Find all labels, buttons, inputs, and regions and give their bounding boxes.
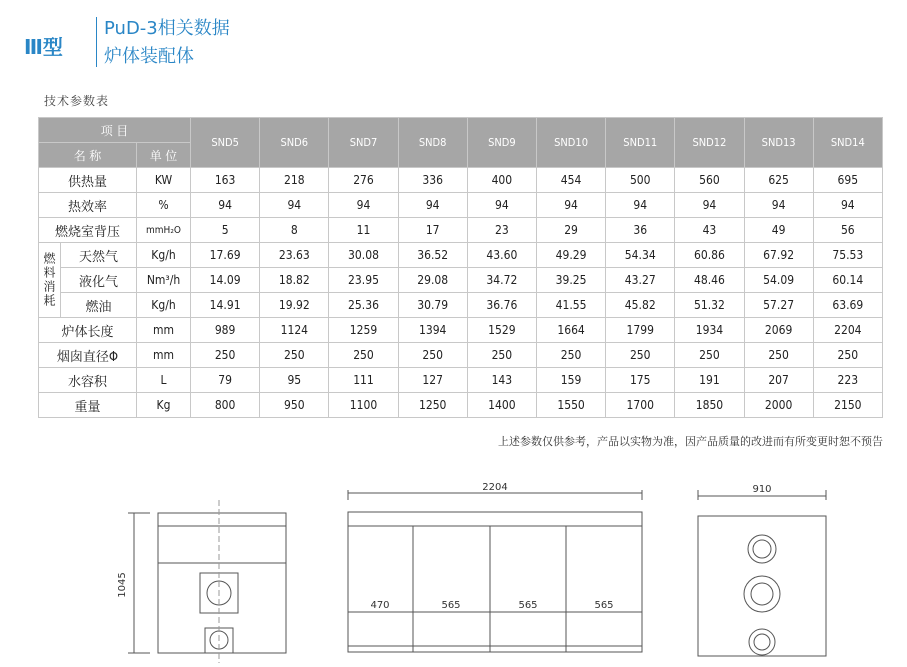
table-cell: 175 (606, 368, 675, 393)
table-cell: 1250 (398, 393, 467, 418)
table-cell: 94 (744, 193, 813, 218)
model-header: SND5 (191, 118, 260, 168)
corner-unit-label: 单 位 (137, 143, 191, 168)
table-cell: 127 (398, 368, 467, 393)
table-cell: 250 (398, 343, 467, 368)
table-cell: 94 (536, 193, 605, 218)
front-view-drawing (348, 490, 642, 652)
row-unit: KW (137, 168, 191, 193)
row-unit: L (137, 368, 191, 393)
table-cell: 41.55 (536, 293, 605, 318)
table-cell: 1259 (329, 318, 398, 343)
table-cell: 695 (813, 168, 882, 193)
table-cell: 454 (536, 168, 605, 193)
table-cell: 250 (744, 343, 813, 368)
table-cell: 111 (329, 368, 398, 393)
table-cell: 94 (191, 193, 260, 218)
side-height-label: 1045 (117, 572, 128, 598)
table-cell: 250 (536, 343, 605, 368)
table-cell: 336 (398, 168, 467, 193)
table-cell: 43.60 (467, 243, 536, 268)
section-title: 技术参数表 (44, 94, 110, 108)
table-cell: 560 (675, 168, 744, 193)
table-cell: 60.14 (813, 268, 882, 293)
table-cell: 2000 (744, 393, 813, 418)
row-name: 烟囱直径Φ (39, 343, 137, 368)
table-cell: 48.46 (675, 268, 744, 293)
model-header: SND10 (536, 118, 605, 168)
table-cell: 14.09 (191, 268, 260, 293)
table-cell: 18.82 (260, 268, 329, 293)
table-cell: 54.34 (606, 243, 675, 268)
table-cell: 36.52 (398, 243, 467, 268)
table-cell: 17.69 (191, 243, 260, 268)
table-cell: 1529 (467, 318, 536, 343)
table-cell: 1550 (536, 393, 605, 418)
row-name: 天然气 (61, 243, 137, 268)
table-cell: 250 (191, 343, 260, 368)
model-header: SND11 (606, 118, 675, 168)
table-cell: 94 (813, 193, 882, 218)
table-cell: 1664 (536, 318, 605, 343)
type-label: Ⅲ型 (24, 35, 63, 59)
table-cell: 500 (606, 168, 675, 193)
table-cell: 14.91 (191, 293, 260, 318)
table-cell: 25.36 (329, 293, 398, 318)
table-cell: 1400 (467, 393, 536, 418)
table-cell: 43 (675, 218, 744, 243)
corner-item-label: 项 目 (39, 118, 191, 143)
page-subtitle: 炉体装配体 (104, 46, 194, 67)
model-header: SND6 (260, 118, 329, 168)
front-segment-4: 565 (594, 600, 614, 611)
table-cell: 17 (398, 218, 467, 243)
table-cell: 250 (606, 343, 675, 368)
table-cell: 23 (467, 218, 536, 243)
table-cell: 67.92 (744, 243, 813, 268)
table-cell: 36.76 (467, 293, 536, 318)
table-cell: 94 (260, 193, 329, 218)
row-name: 供热量 (39, 168, 137, 193)
table-cell: 5 (191, 218, 260, 243)
side-view-drawing (128, 500, 286, 663)
table-cell: 57.27 (744, 293, 813, 318)
row-name: 燃烧室背压 (39, 218, 137, 243)
end-view-drawing (698, 490, 826, 656)
table-cell: 191 (675, 368, 744, 393)
table-cell: 94 (606, 193, 675, 218)
table-cell: 1799 (606, 318, 675, 343)
table-cell: 159 (536, 368, 605, 393)
table-cell: 250 (675, 343, 744, 368)
row-name: 燃油 (61, 293, 137, 318)
row-unit: Kg (137, 393, 191, 418)
table-cell: 163 (191, 168, 260, 193)
table-cell: 45.82 (606, 293, 675, 318)
row-unit: mmH₂O (137, 218, 191, 243)
disclaimer-note: 上述参数仅供参考，产品以实物为准，因产品质量的改进而有所变更时恕不预告 (498, 435, 883, 448)
table-cell: 29 (536, 218, 605, 243)
model-header: SND9 (467, 118, 536, 168)
row-unit: Kg/h (137, 243, 191, 268)
table-cell: 143 (467, 368, 536, 393)
table-cell: 1934 (675, 318, 744, 343)
table-cell: 250 (329, 343, 398, 368)
table-cell: 54.09 (744, 268, 813, 293)
table-cell: 23.95 (329, 268, 398, 293)
table-cell: 94 (398, 193, 467, 218)
table-cell: 400 (467, 168, 536, 193)
fuel-group-label: 燃料消耗 (39, 243, 61, 318)
table-cell: 49.29 (536, 243, 605, 268)
table-cell: 34.72 (467, 268, 536, 293)
table-cell: 2069 (744, 318, 813, 343)
table-cell: 94 (467, 193, 536, 218)
table-cell: 8 (260, 218, 329, 243)
table-cell: 29.08 (398, 268, 467, 293)
row-unit: % (137, 193, 191, 218)
model-header: SND14 (813, 118, 882, 168)
table-cell: 75.53 (813, 243, 882, 268)
table-cell: 79 (191, 368, 260, 393)
table-cell: 39.25 (536, 268, 605, 293)
end-width-label: 910 (752, 484, 772, 495)
row-name: 炉体长度 (39, 318, 137, 343)
page-title: PuD-3相关数据 (104, 18, 230, 39)
table-cell: 23.63 (260, 243, 329, 268)
table-cell: 19.92 (260, 293, 329, 318)
table-cell: 60.86 (675, 243, 744, 268)
table-cell: 43.27 (606, 268, 675, 293)
table-cell: 625 (744, 168, 813, 193)
table-cell: 218 (260, 168, 329, 193)
model-header: SND8 (398, 118, 467, 168)
front-length-label: 2204 (482, 482, 508, 493)
table-cell: 276 (329, 168, 398, 193)
table-cell: 950 (260, 393, 329, 418)
table-cell: 95 (260, 368, 329, 393)
table-cell: 250 (467, 343, 536, 368)
corner-name-label: 名 称 (39, 143, 137, 168)
row-unit: mm (137, 318, 191, 343)
table-cell: 1700 (606, 393, 675, 418)
table-cell: 1124 (260, 318, 329, 343)
model-header: SND12 (675, 118, 744, 168)
row-name: 热效率 (39, 193, 137, 218)
table-cell: 51.32 (675, 293, 744, 318)
front-segment-1: 470 (370, 600, 390, 611)
table-cell: 94 (329, 193, 398, 218)
table-cell: 30.08 (329, 243, 398, 268)
table-cell: 1394 (398, 318, 467, 343)
table-cell: 2150 (813, 393, 882, 418)
row-name: 液化气 (61, 268, 137, 293)
table-cell: 250 (813, 343, 882, 368)
front-segment-2: 565 (441, 600, 461, 611)
row-name: 水容积 (39, 368, 137, 393)
row-name: 重量 (39, 393, 137, 418)
table-cell: 94 (675, 193, 744, 218)
row-unit: mm (137, 343, 191, 368)
table-cell: 1100 (329, 393, 398, 418)
table-cell: 1850 (675, 393, 744, 418)
model-header: SND13 (744, 118, 813, 168)
table-cell: 30.79 (398, 293, 467, 318)
front-segment-3: 565 (518, 600, 538, 611)
table-cell: 223 (813, 368, 882, 393)
table-cell: 800 (191, 393, 260, 418)
table-cell: 49 (744, 218, 813, 243)
table-cell: 56 (813, 218, 882, 243)
model-header: SND7 (329, 118, 398, 168)
table-cell: 207 (744, 368, 813, 393)
table-cell: 36 (606, 218, 675, 243)
table-cell: 989 (191, 318, 260, 343)
table-cell: 11 (329, 218, 398, 243)
row-unit: Nm³/h (137, 268, 191, 293)
table-cell: 250 (260, 343, 329, 368)
row-unit: Kg/h (137, 293, 191, 318)
table-cell: 63.69 (813, 293, 882, 318)
table-cell: 2204 (813, 318, 882, 343)
